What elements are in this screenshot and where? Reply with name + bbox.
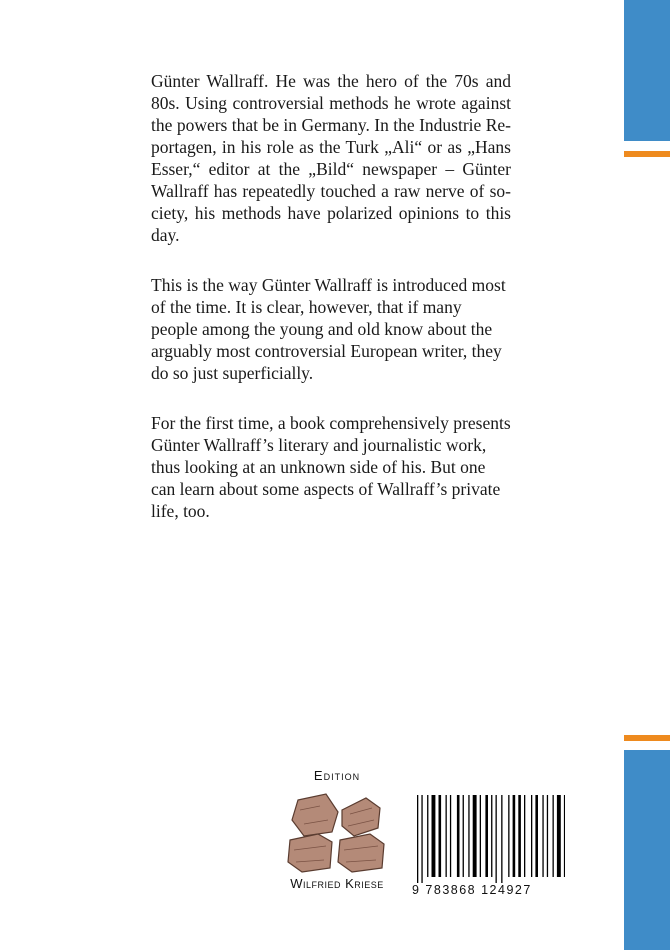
barcode-bar: [480, 795, 481, 877]
stone-blocks-logo-icon: [280, 790, 395, 875]
barcode-bar: [501, 795, 502, 883]
barcode-bar: [450, 795, 451, 877]
barcode-bar: [421, 795, 422, 883]
barcode-bar: [496, 795, 497, 883]
barcode-bar: [457, 795, 460, 877]
side-stripe-bottom: [624, 735, 670, 741]
barcode-bar: [557, 795, 561, 877]
barcode-bar: [468, 795, 469, 877]
side-stripe-top: [624, 151, 670, 157]
barcode-bar: [473, 795, 477, 877]
barcode-bar: [463, 795, 464, 877]
barcode-bar: [446, 795, 447, 877]
paragraph-text: Günter Wallraff. He was the hero of the 70s and 80s. Using controversial methods he wrote against the powers that be in Germany. In the Industrie Reportagen, in his role as the Turk „Ali“ or as „Hans Esser,“ editor at the „Bild“ newspaper – Günter Wallraff has repeatedly touched a raw nerve of society, his methods have polarized opinions to this day.: [151, 71, 511, 245]
barcode-bar: [518, 795, 521, 877]
barcode-bar: [524, 795, 525, 877]
barcode-bar: [427, 795, 428, 877]
barcode-bar: [564, 795, 565, 877]
barcode-bar: [535, 795, 538, 877]
barcode-bar: [432, 795, 436, 877]
isbn-number: 9 783868 124927: [412, 883, 532, 897]
barcode-bar: [417, 795, 418, 883]
barcode-icon: [415, 793, 565, 885]
barcode-bar: [553, 795, 554, 877]
barcode-bar: [547, 795, 548, 877]
blurb-paragraph-1: [151, 70, 511, 246]
publisher-edition-label: Edition: [313, 768, 361, 783]
barcode-bar: [508, 795, 509, 877]
side-bar-bottom: [624, 750, 670, 950]
barcode-bar: [531, 795, 532, 877]
barcode-bar: [491, 795, 492, 877]
barcode-bar: [513, 795, 516, 877]
barcode-bar: [485, 795, 488, 877]
blurb-paragraph-3: [151, 412, 511, 522]
blurb-paragraph-2: [151, 274, 511, 384]
paragraph-text: For the first time, a book comprehensively presents Günter Wallraff’s literary and journalistic work, thus looking at an unknown side of his. But one can learn about some aspects of Wallraff’s private life, too.: [151, 413, 511, 521]
paragraph-text: This is the way Günter Wallraff is introduced most of the time. It is clear, however, that if many people among the young and old know about the arguably most controversial European writer, they do so just superficially.: [151, 275, 506, 383]
side-bar-top: [624, 0, 670, 141]
publisher-name: Wilfried Kriese: [290, 876, 384, 891]
barcode-bar: [439, 795, 442, 877]
barcode-bar: [542, 795, 543, 877]
